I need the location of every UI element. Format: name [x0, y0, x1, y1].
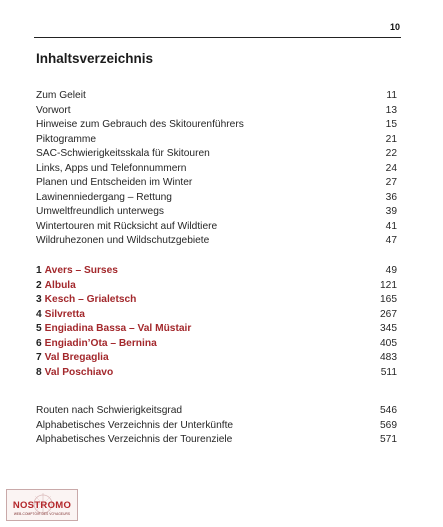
region-name: Silvretta: [44, 308, 85, 320]
region-name: Val Bregaglia: [44, 352, 109, 363]
toc-entry[interactable]: [36, 433, 397, 448]
region-title: [36, 279, 76, 294]
entry-page-number: 47: [385, 235, 397, 246]
toc-entry[interactable]: [36, 419, 397, 434]
entry-label: SAC-Schwierigkeitsskala für Skitouren: [36, 148, 210, 159]
entry-page-number: 13: [385, 104, 397, 116]
entry-page-number: 121: [380, 279, 397, 291]
stamp-title: NOSTROMO: [12, 500, 72, 511]
region-title: [36, 308, 85, 323]
entry-page-number: 571: [380, 434, 397, 445]
entry-page-number: 41: [385, 220, 397, 232]
entry-page-number: 483: [380, 352, 397, 363]
entry-label: Alphabetisches Verzeichnis der Unterkünfte: [36, 419, 234, 431]
region-title: [36, 351, 109, 366]
watermark-stamp: [6, 489, 78, 521]
region-number: 8: [36, 366, 42, 378]
toc-regions-section: [36, 264, 397, 380]
region-number: 2: [36, 279, 42, 291]
toc-title: Inhaltsverzeichnis: [36, 51, 154, 66]
toc-region-entry[interactable]: [36, 351, 397, 366]
toc-entry[interactable]: [36, 234, 397, 249]
toc-index-section: [36, 404, 397, 448]
entry-label: Piktogramme: [36, 133, 97, 145]
entry-page-number: 27: [385, 177, 397, 188]
region-name: Kesch – Grialetsch: [44, 294, 137, 305]
toc-entry[interactable]: [36, 89, 397, 104]
region-number: 1: [36, 265, 42, 276]
region-number: 5: [36, 323, 42, 334]
region-title: [36, 322, 191, 337]
toc-entry[interactable]: [36, 104, 397, 119]
entry-page-number: 24: [385, 162, 397, 174]
toc-region-entry[interactable]: [36, 293, 397, 308]
region-title: [36, 366, 113, 381]
entry-page-number: 546: [380, 405, 397, 416]
header-rule: [34, 37, 401, 38]
region-name: Val Poschiavo: [44, 366, 114, 378]
region-name: Avers – Surses: [44, 265, 118, 276]
region-name: Engiadina Bassa – Val Müstair: [44, 323, 192, 334]
stamp-subtitle: WEB-COMPTOIR DES VOYAGEURS: [13, 512, 71, 516]
entry-page-number: 36: [385, 191, 397, 203]
toc-general-section: [36, 89, 397, 249]
region-number: 6: [36, 337, 42, 349]
region-number: 7: [36, 352, 42, 363]
entry-label: Links, Apps und Telefonnummern: [36, 162, 187, 174]
entry-page-number: 49: [385, 265, 397, 276]
entry-label: Hinweise zum Gebrauch des Skitourenführers: [36, 119, 244, 130]
entry-page-number: 569: [380, 419, 397, 431]
entry-page-number: 15: [385, 119, 397, 130]
entry-label: Routen nach Schwierigkeitsgrad: [36, 405, 183, 416]
region-title: [36, 293, 136, 308]
toc-entry[interactable]: [36, 147, 397, 162]
toc-entry[interactable]: [36, 404, 397, 419]
entry-label: Umweltfreundlich unterwegs: [36, 206, 164, 217]
region-title: [36, 264, 118, 279]
toc-region-entry[interactable]: [36, 264, 397, 279]
entry-page-number: 39: [385, 206, 397, 217]
region-number: 3: [36, 294, 42, 305]
region-title: [36, 337, 157, 352]
entry-label: Vorwort: [36, 104, 71, 116]
toc-entry[interactable]: [36, 162, 397, 177]
entry-page-number: 21: [385, 133, 397, 145]
toc-region-entry[interactable]: [36, 366, 397, 381]
toc-entry[interactable]: [36, 133, 397, 148]
region-name: Albula: [44, 279, 76, 291]
toc-region-entry[interactable]: [36, 279, 397, 294]
toc-entry[interactable]: [36, 118, 397, 133]
entry-label: Alphabetisches Verzeichnis der Tourenziele: [36, 434, 233, 445]
entry-page-number: 511: [380, 366, 397, 378]
entry-label: Wildruhezonen und Wildschutzgebiete: [36, 235, 210, 246]
entry-label: Wintertouren mit Rücksicht auf Wildtiere: [36, 220, 218, 232]
region-number: 4: [36, 308, 42, 320]
toc-entry[interactable]: [36, 205, 397, 220]
entry-page-number: 165: [380, 294, 397, 305]
toc-region-entry[interactable]: [36, 337, 397, 352]
entry-page-number: 11: [386, 90, 397, 101]
page-number: 10: [389, 22, 400, 32]
entry-page-number: 345: [380, 323, 397, 334]
toc-region-entry[interactable]: [36, 308, 397, 323]
toc-entry[interactable]: [36, 176, 397, 191]
entry-page-number: 405: [380, 337, 397, 349]
region-name: Engiadin’Ota – Bernina: [44, 337, 157, 349]
entry-page-number: 267: [380, 308, 397, 320]
toc-region-entry[interactable]: [36, 322, 397, 337]
entry-label: Lawinenniedergang – Rettung: [36, 191, 172, 203]
toc-entry[interactable]: [36, 191, 397, 206]
entry-page-number: 22: [385, 148, 397, 159]
entry-label: Planen und Entscheiden im Winter: [36, 177, 193, 188]
toc-entry[interactable]: [36, 220, 397, 235]
entry-label: Zum Geleit: [36, 90, 86, 101]
